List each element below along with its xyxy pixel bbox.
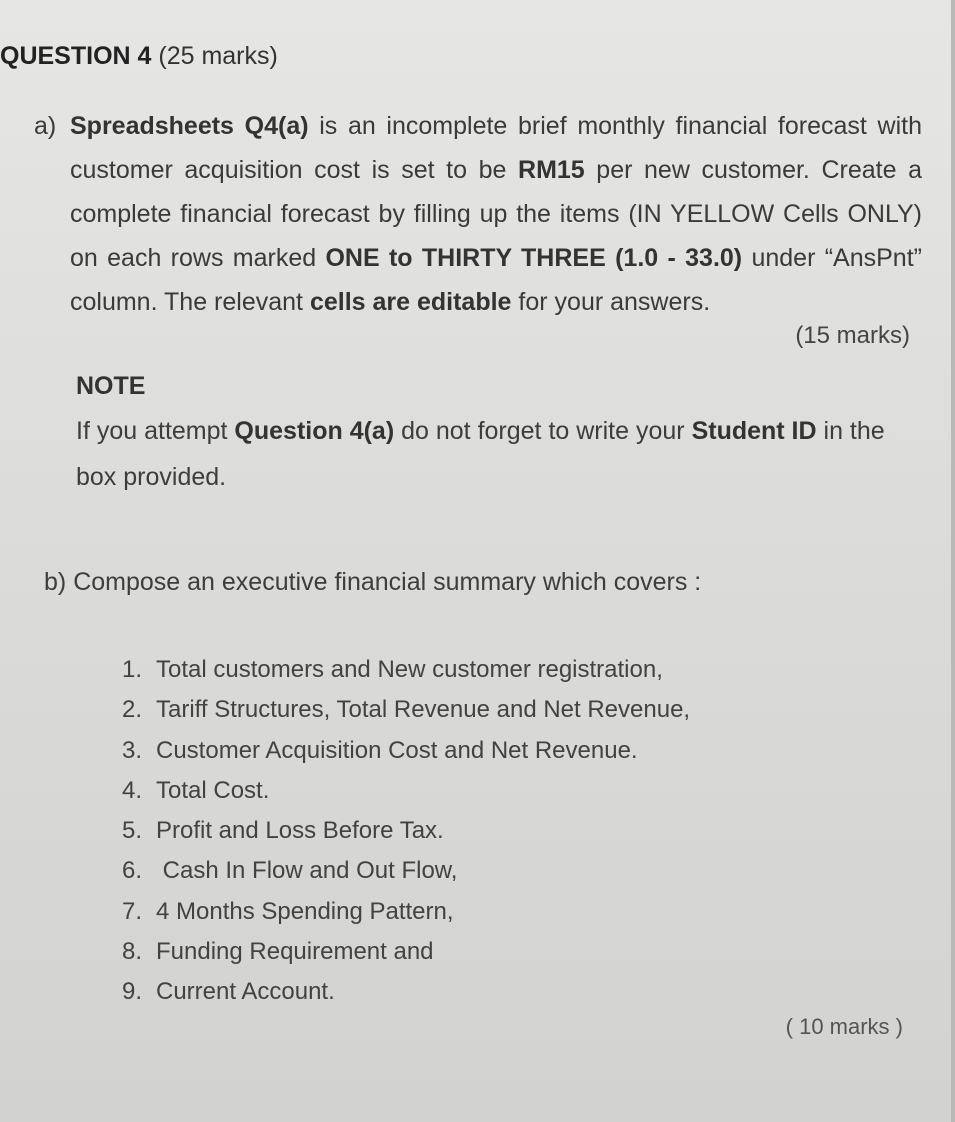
list-item [122,972,690,1012]
list-item-number: 7. [122,897,143,925]
list-item [122,892,690,932]
list-item-number: 9. [122,978,143,1006]
list-item-number: 4. [122,776,143,804]
part-a-segment: under “AnsPnt” column. The relevant [70,244,922,316]
part-a-segment: Spreadsheets Q4(a) [70,112,309,140]
list-item [122,851,690,891]
list-item-number: 5. [122,817,143,845]
list-item [122,771,690,811]
list-item-text: Cash In Flow and Out Flow, [156,857,458,885]
list-item-number: 3. [122,736,143,764]
note-segment: do not forget to write your [394,417,692,445]
note-segment: Student ID [691,417,817,445]
question-title [0,42,278,71]
list-item-text: 4 Months Spending Pattern, [156,897,454,925]
list-item-text: Tariff Structures, Total Revenue and Net Revenue, [156,696,691,724]
part-a-segment: per new customer. Create a complete financial forecast by filling up the items (IN YELLOW Cells ONLY) on each rows marked [70,156,922,272]
list-item [122,811,690,851]
list-item [122,932,690,972]
note-segment: Question 4(a) [234,417,395,445]
part-b-marks: ( 10 marks ) [785,1014,903,1039]
page-edge [951,0,955,1122]
part-a-segment: cells are editable [309,288,512,316]
part-a-segment: RM15 [518,156,585,184]
part-b-label: b) [44,568,67,596]
list-item-text: Total customers and New customer registration, [156,656,663,683]
part-a-segment: for your answers. [511,288,711,316]
list-item-text: Funding Requirement and [156,938,434,966]
part-a-marks: (15 marks) [795,322,910,349]
list-item [122,650,690,690]
part-b-text: Compose an executive financial summary which covers : [73,568,702,596]
list-item-number: 2. [122,696,143,724]
list-item-number: 8. [122,938,143,966]
list-item [122,690,690,730]
part-a-segment: is an incomplete brief monthly financial forecast with customer acquisition cost is set to be [70,112,922,184]
note-segment: If you attempt [76,417,235,445]
list-item-text: Profit and Loss Before Tax. [156,817,444,845]
part-b [44,568,701,597]
list-item-text: Customer Acquisition Cost and Net Revenue. [156,736,638,764]
list-item-text: Total Cost. [156,776,270,804]
note-heading: NOTE [76,372,146,400]
list-item-number: 1. [122,656,143,683]
part-a-label: a) [34,112,57,140]
part-a-segment: ONE to THIRTY THREE (1.0 - 33.0) [325,244,743,272]
note-text [76,408,916,500]
note-segment: in the box provided. [76,417,885,491]
list-item-number: 6. [122,857,143,885]
part-b-list [122,650,690,1013]
question-number: QUESTION 4 [0,42,152,70]
part-a-text [70,104,922,324]
list-item [122,731,690,771]
list-item-text: Current Account. [156,978,335,1006]
question-total-marks: (25 marks) [158,42,278,70]
